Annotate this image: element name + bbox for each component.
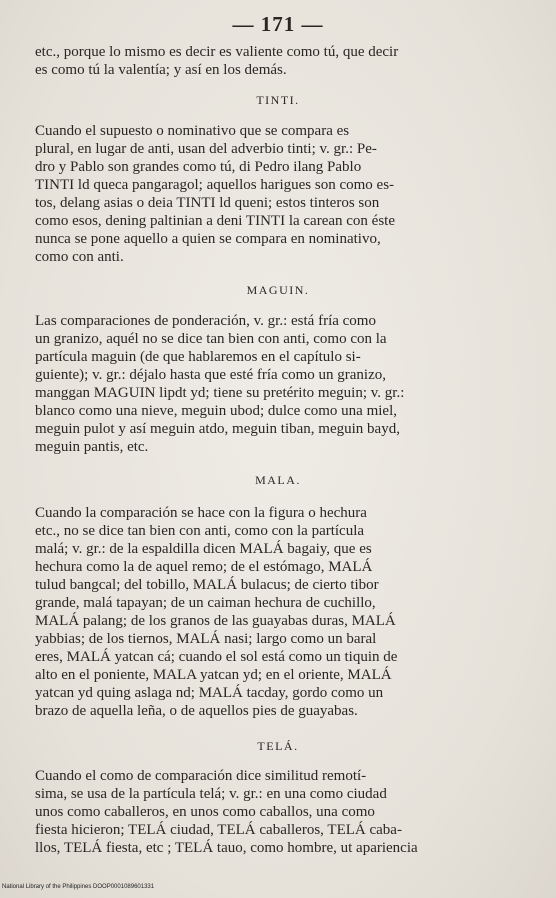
text-line: manggan MAGUIN lipdt yd; tiene su pretérito meguin; v. gr.:	[35, 385, 405, 401]
text-line: yabbias; de los tiernos, MALÁ nasi; largo como un baral	[35, 631, 377, 647]
text-line: Cuando la comparación se hace con la figura o hechura	[35, 505, 367, 521]
text-line: etc., no se dice tan bien con anti, como con la partícula	[35, 523, 365, 539]
section-heading-tinti: TINTI.	[256, 93, 300, 107]
section-body-mala	[35, 504, 525, 720]
text-line: TINTI ld queca pangaragol; aquellos harigues son como es-	[35, 177, 395, 193]
text-line: como esos, dening paltinian a deni TINTI la carean con éste	[35, 213, 396, 229]
text-line: es como tú la valentía; y así en los demás.	[35, 62, 287, 78]
text-line: partícula maguin (de que hablaremos en el capítulo si-	[35, 349, 361, 365]
paragraph-continuation	[35, 43, 525, 79]
text-line: meguin pantis, etc.	[35, 439, 149, 455]
text-line: tulud bangcal; del tobillo, MALÁ bulacus; de cierto tibor	[35, 577, 379, 593]
section-heading-mala: MALA.	[255, 473, 301, 487]
text-line: hechura como la de aquel remo; de el estómago, MALÁ	[35, 559, 373, 575]
text-line: meguin pulot y así meguin atdo, meguin tiban, meguin bayd,	[35, 421, 400, 437]
section-heading-maguin: MAGUIN.	[246, 283, 310, 297]
text-line: brazo de aquella leña, o de aquellos pies de guayabas.	[35, 703, 358, 719]
text-line: Las comparaciones de ponderación, v. gr.: está fría como	[35, 313, 376, 329]
library-footer: National Library of the Philippines DOOP0001089601331	[2, 884, 155, 890]
text-line: eres, MALÁ yatcan cá; cuando el sol está como un tiquin de	[35, 649, 398, 665]
text-line: yatcan yd quing aslaga nd; MALÁ tacday, gordo como un	[35, 685, 384, 701]
text-line: guiente); v. gr.: déjalo hasta que esté fría como un granizo,	[35, 367, 386, 383]
text-line: sima, se usa de la partícula telá; v. gr.: en una como ciudad	[35, 786, 387, 802]
text-line: llos, TELÁ fiesta, etc ; TELÁ tauo, como hombre, ut apariencia	[35, 840, 418, 856]
text-line: malá; v. gr.: de la espaldilla dicen MALÁ bagaiy, que es	[35, 541, 372, 557]
text-line: etc., porque lo mismo es decir es valiente como tú, que decir	[35, 44, 399, 60]
section-body-tela	[35, 767, 525, 857]
text-line: Cuando el como de comparación dice similitud remotí-	[35, 768, 367, 784]
text-line: alto en el poniente, MALA yatcan yd; en el oriente, MALÁ	[35, 667, 392, 683]
page-number: — 171 —	[232, 12, 324, 36]
text-line: unos como caballeros, en unos como caballos, una como	[35, 804, 375, 820]
text-line: MALÁ palang; de los granos de las guayabas duras, MALÁ	[35, 613, 396, 629]
text-line: plural, en lugar de anti, usan del adverbio tinti; v. gr.: Pe-	[35, 141, 377, 157]
text-line: tos, delang asias o deia TINTI ld queni; estos tinteros son	[35, 195, 380, 211]
text-line: dro y Pablo son grandes como tú, di Pedro ilang Pablo	[35, 159, 362, 175]
text-line: como con anti.	[35, 249, 124, 265]
text-line: nunca se pone aquello a quien se compara en nominativo,	[35, 231, 381, 247]
text-line: grande, malá tapayan; de un caiman hechura de cuchillo,	[35, 595, 376, 611]
section-body-tinti	[35, 122, 525, 266]
text-line: fiesta hicieron; TELÁ ciudad, TELÁ caballeros, TELÁ caba-	[35, 822, 402, 838]
text-line: blanco como una nieve, meguin ubod; dulce como una miel,	[35, 403, 397, 419]
section-body-maguin	[35, 312, 525, 456]
text-line: un granizo, aquél no se dice tan bien con anti, como con la	[35, 331, 387, 347]
section-heading-tela: TELÁ.	[257, 739, 299, 753]
text-line: Cuando el supuesto o nominativo que se compara es	[35, 123, 350, 139]
